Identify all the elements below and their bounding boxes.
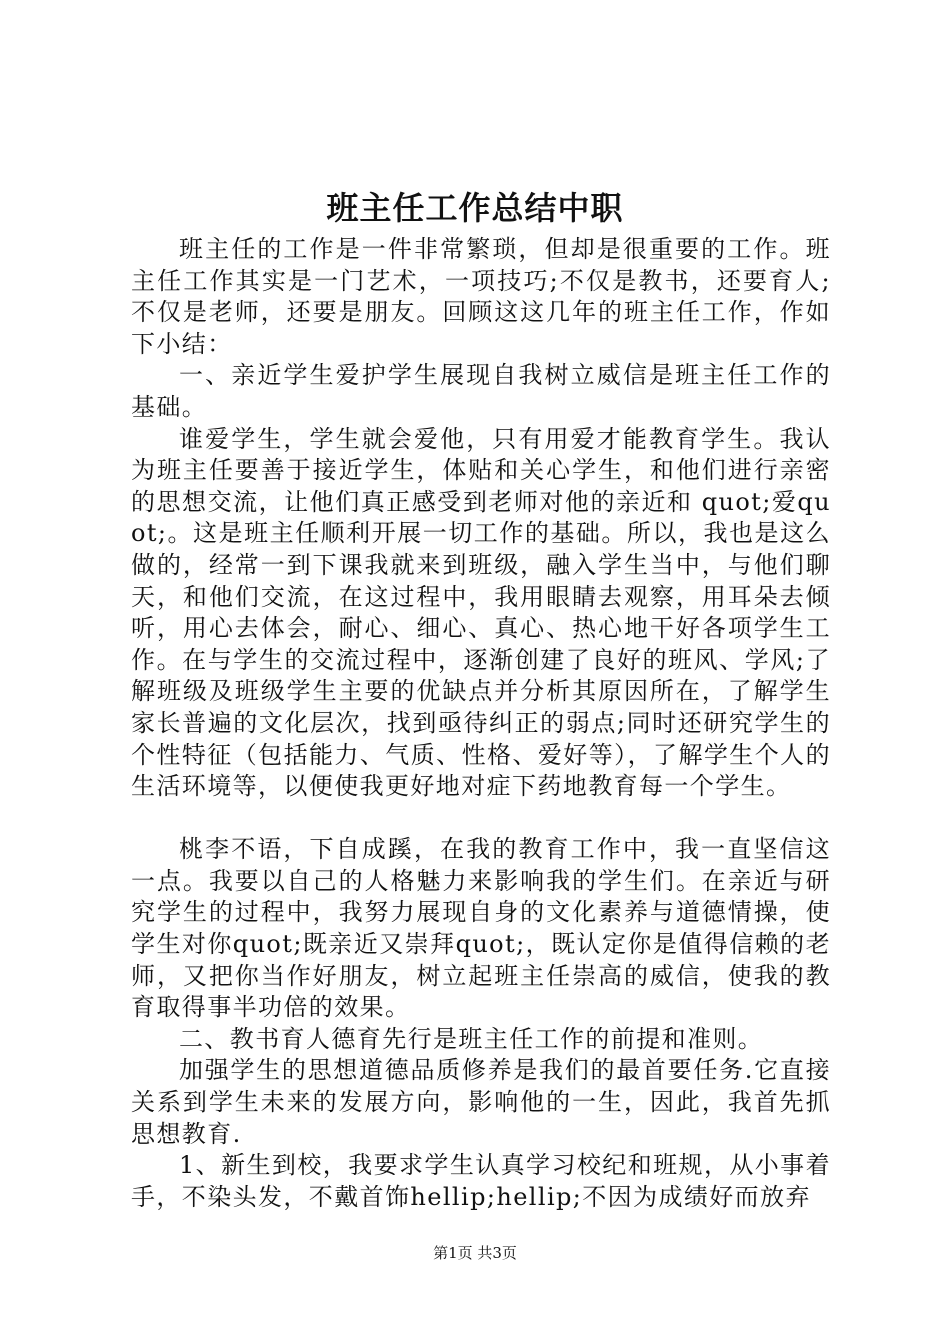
document-title: 班主任工作总结中职 [326, 189, 624, 227]
paragraph-intro: 班主任的工作是一件非常繁琐，但却是很重要的工作。班主任工作其实是一门艺术，一项技巧;不仅是教书，还要育人;不仅是老师，还要是朋友。回顾这这几年的班主任工作，作如下小结： [131, 235, 831, 358]
paragraph-moral-education: 加强学生的思想道德品质修养是我们的最首要任务.它直接关系到学生未来的发展方向，影响他的一生，因此，我首先抓思想教育. [131, 1056, 831, 1148]
heading-section-two: 二、教书育人德育先行是班主任工作的前提和准则。 [179, 1024, 764, 1053]
paragraph-personal-charm: 桃李不语，下自成蹊，在我的教育工作中，我一直坚信这一点。我要以自己的人格魅力来影响我的学生们。在亲近与研究学生的过程中，我努力展现自身的文化素养与道德情操，使学生对你quot;既亲近又崇拜quot;，既认定你是值得信赖的老师，又把你当作好朋友，树立起班主任崇高的威信，使我的教育取得事半功倍的效果。 [131, 835, 831, 1022]
paragraph-new-students: 1、新生到校，我要求学生认真学习校纪和班规，从小事着手，不染头发，不戴首饰hellip;hellip;不因为成绩好而放弃 [131, 1151, 831, 1211]
page-number: 第1页 共3页 [433, 1244, 517, 1262]
document-body [131, 234, 831, 1213]
paragraph-love-students: 谁爱学生，学生就会爱他，只有用爱才能教育学生。我认为班主任要善于接近学生，体贴和关心学生，和他们进行亲密的思想交流，让他们真正感受到老师对他的亲近和 quot;爱quot;。这是班主任顺利开展一切工作的基础。所以，我也是这么做的，经常一到下课我就来到班级，融入学生当中，与他们聊天，和他们交流，在这过程中，我用眼睛去观察，用耳朵去倾听，用心去体会，耐心、细心、真心、热心地干好各项学生工作。在与学生的交流过程中，逐渐创建了良好的班风、学风;了解班级及班级学生主要的优缺点并分析其原因所在，了解学生家长普遍的文化层次，找到亟待纠正的弱点;同时还研究学生的个性特征（包括能力、气质、性格、爱好等），了解学生个人的生活环境等，以便使我更好地对症下药地教育每一个学生。 [131, 424, 831, 801]
heading-section-one: 一、亲近学生爱护学生展现自我树立威信是班主任工作的基础。 [131, 361, 831, 421]
